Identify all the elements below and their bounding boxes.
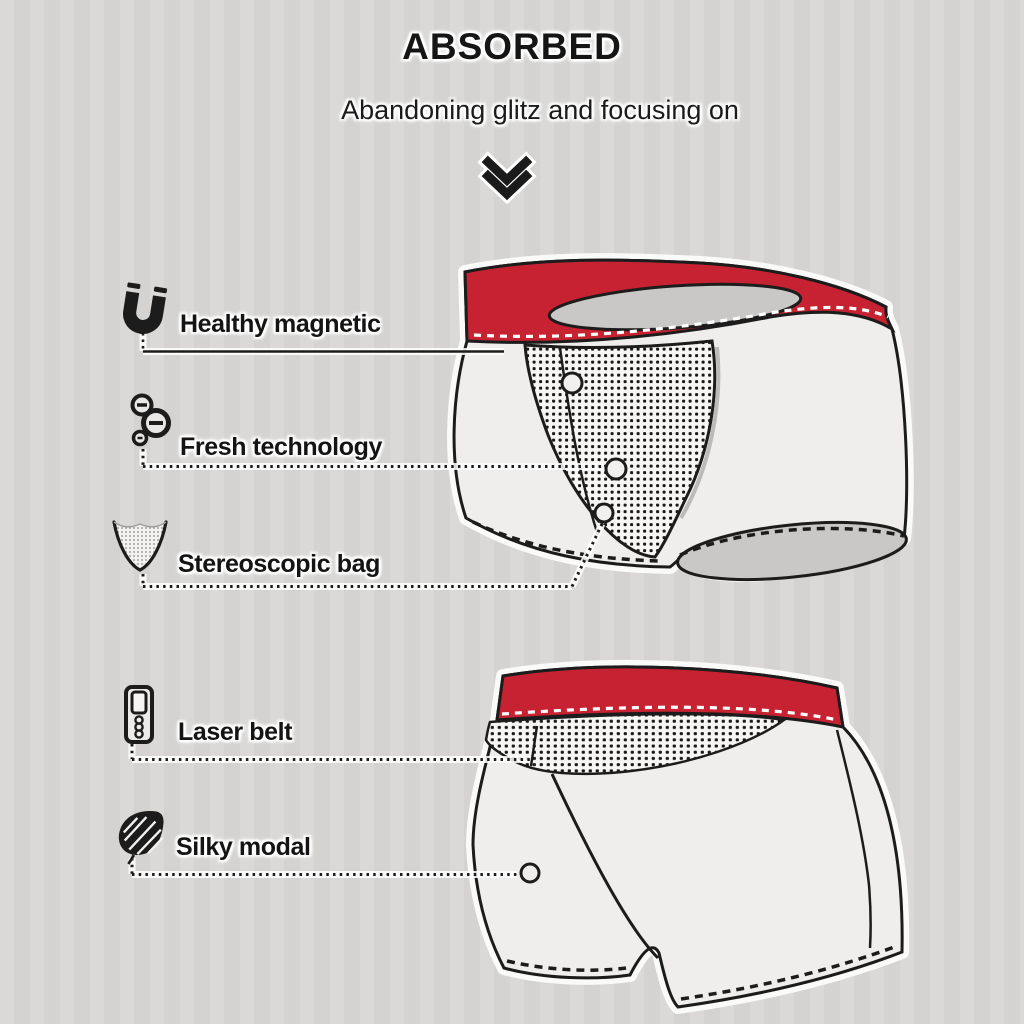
laser-belt-icon: [122, 684, 156, 746]
ion-bubbles-icon: [112, 392, 172, 452]
feature-label: Fresh technology: [180, 433, 382, 461]
magnet-icon: [114, 282, 172, 346]
page-subtitle: Abandoning glitz and focusing on: [341, 95, 739, 125]
feature-label: Healthy magnetic: [180, 310, 381, 338]
leaf-icon: [112, 808, 170, 864]
leader-casings: [132, 333, 603, 875]
feature-label: Stereoscopic bag: [178, 550, 380, 578]
page-title: ABSORBED: [402, 26, 622, 67]
mesh-pouch-icon: [108, 518, 172, 576]
feature-label: Silky modal: [176, 833, 311, 861]
feature-label: Laser belt: [178, 718, 293, 746]
